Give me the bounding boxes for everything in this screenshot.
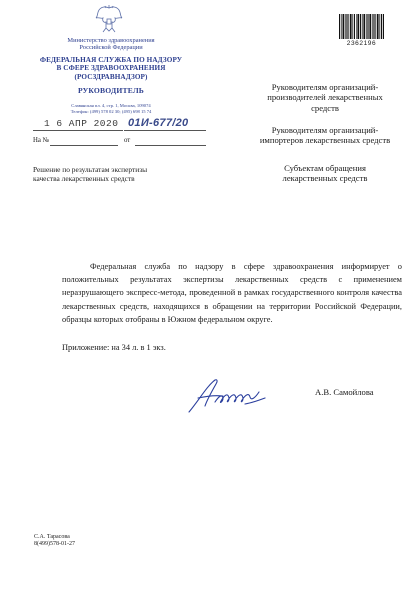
executor-block bbox=[34, 534, 75, 549]
registration-number: 01И-677/20 bbox=[128, 117, 189, 129]
recipient-line: производителей лекарственных bbox=[267, 92, 383, 103]
subject-line-2: качества лекарственных средств bbox=[33, 174, 135, 184]
ref-number-label: На № bbox=[33, 137, 50, 144]
coat-of-arms-emblem bbox=[93, 4, 125, 34]
agency-line-1: ФЕДЕРАЛЬНАЯ СЛУЖБА ПО НАДЗОРУ bbox=[39, 56, 183, 64]
subject bbox=[33, 165, 213, 184]
agency-line-3: (РОСЗДРАВНАДЗОР) bbox=[74, 72, 148, 81]
executor-phone: 8(499)578-01-27 bbox=[34, 541, 75, 548]
recipient-producers bbox=[250, 82, 400, 113]
address-block bbox=[20, 103, 202, 115]
recipient-importers bbox=[250, 125, 400, 146]
ministry-line-2: Российской Федерации bbox=[79, 44, 143, 52]
ministry-line-1: Министерство здравоохранения bbox=[67, 37, 155, 44]
ref-date-line bbox=[135, 145, 206, 146]
ref-date-label: от bbox=[124, 137, 131, 144]
barcode-number: 2362196 bbox=[346, 40, 377, 47]
recipient-subjects bbox=[250, 163, 400, 184]
executor-name: С.А. Тарасова bbox=[34, 534, 70, 540]
recipient-line: Руководителям организаций- bbox=[271, 125, 379, 135]
recipient-line: импортеров лекарственных средств bbox=[259, 135, 391, 146]
attachment-note: Приложение: на 34 л. в 1 экз. bbox=[62, 343, 166, 352]
body-paragraph: Федеральная служба по надзору в сфере здравоохранения информирует о положительных результатах экспертизы лекарственных средств с применением неразрушающего экспресс-метода, проведенной в рамках государственного контроля качества лекарственных средств, находящихся в обращении на территории Российской Федерации, образцы которых отобраны в Южном федеральном округе. bbox=[62, 262, 402, 324]
ministry-name bbox=[20, 37, 202, 52]
recipient-line: средств bbox=[311, 102, 339, 113]
barcode bbox=[339, 14, 384, 39]
recipient-line: Субъектам обращения bbox=[284, 163, 366, 173]
ref-number-line bbox=[50, 145, 118, 146]
head-title: РУКОВОДИТЕЛЬ bbox=[77, 86, 145, 95]
address-line-2: Телефон: (499) 578 02 30; (495) 698 15 74 bbox=[70, 109, 152, 114]
subject-line-1: Решение по результатам экспертизы bbox=[33, 165, 148, 174]
registration-date: 1 6 АПР 2020 bbox=[44, 118, 119, 129]
recipient-line: лекарственных средств bbox=[282, 173, 368, 184]
agency-name bbox=[20, 56, 202, 81]
address-line-1: Славянская пл. 4, стр. 1, Москва, 109074 bbox=[71, 103, 151, 108]
agency-line-2: В СФЕРЕ ЗДРАВООХРАНЕНИЯ bbox=[56, 64, 166, 73]
number-underline bbox=[124, 130, 206, 131]
signer-name: А.В. Самойлова bbox=[315, 387, 374, 397]
handwritten-signature bbox=[185, 374, 283, 416]
date-underline bbox=[33, 130, 123, 131]
recipient-line: Руководителям организаций- bbox=[271, 82, 379, 92]
